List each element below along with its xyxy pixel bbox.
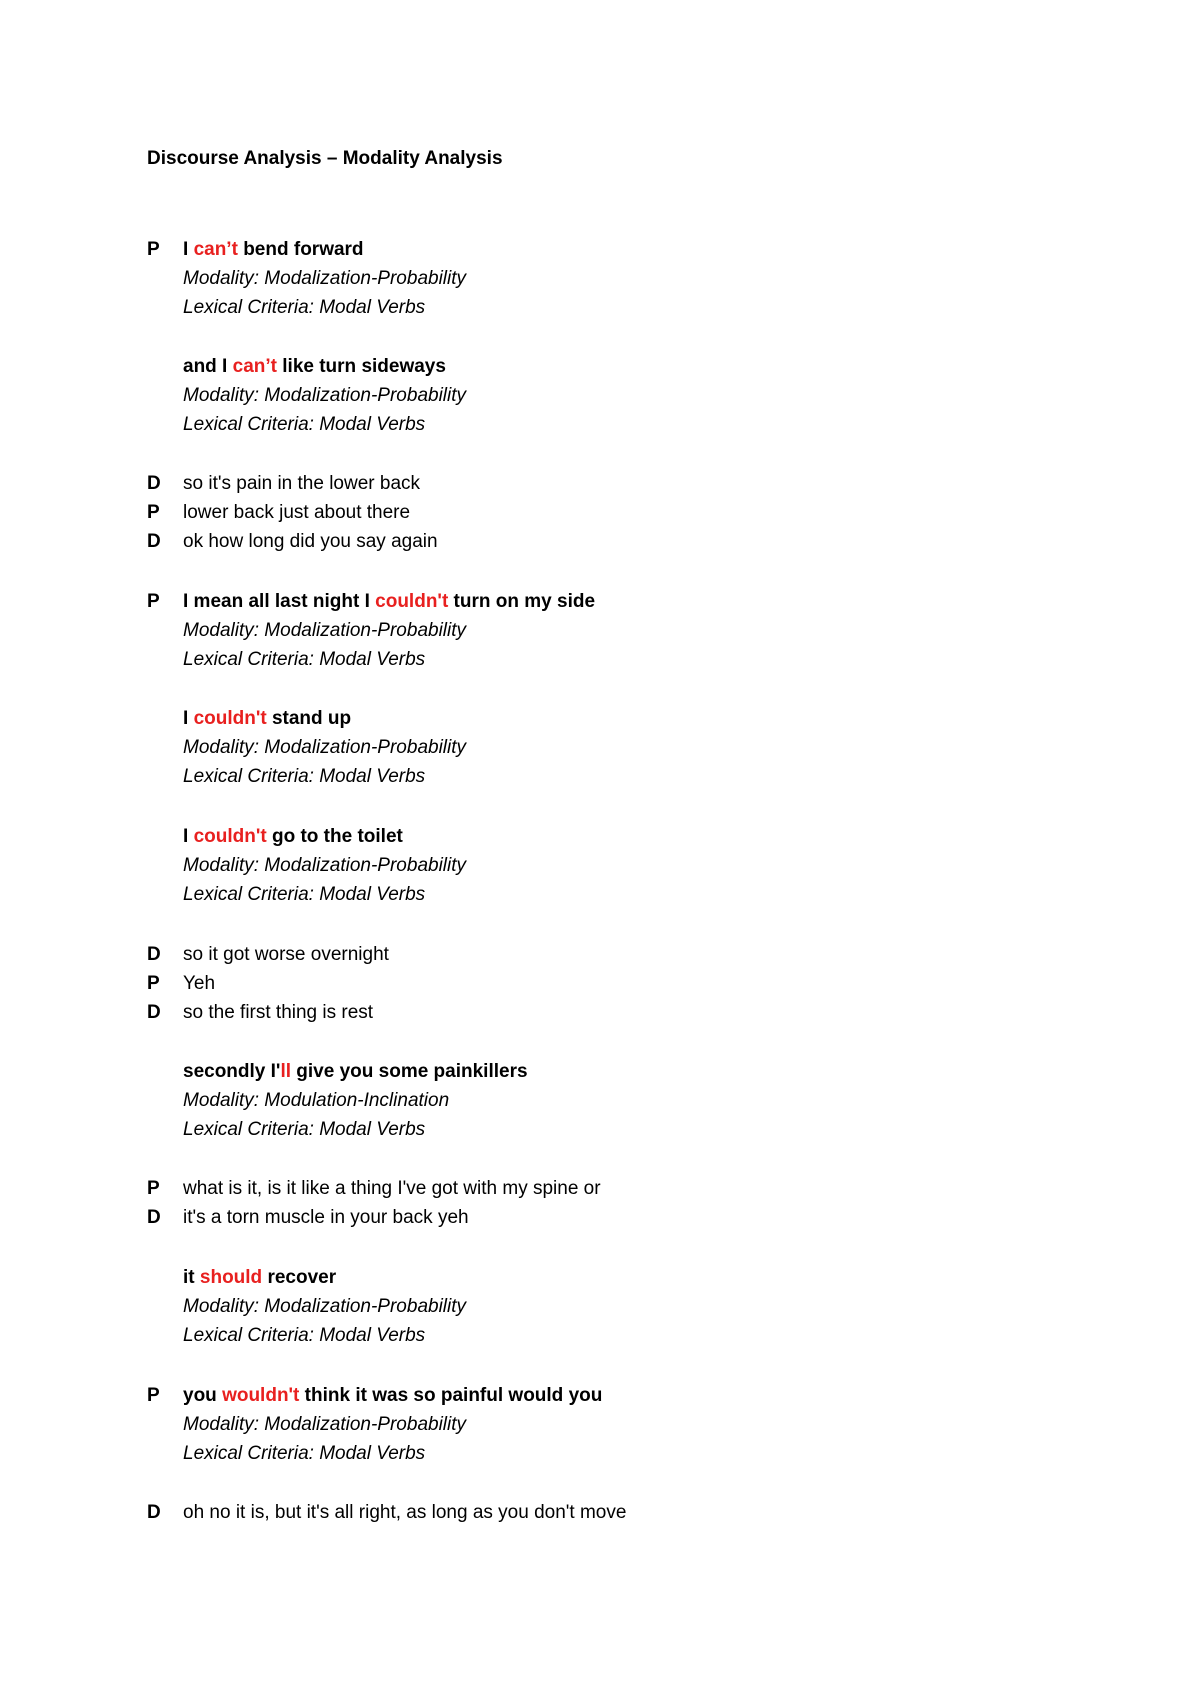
text-segment: Lexical Criteria: Modal Verbs xyxy=(183,414,426,435)
text-segment: and I xyxy=(183,356,233,377)
text-segment: give you some painkillers xyxy=(291,1061,528,1082)
text-segment: Yeh xyxy=(183,973,216,994)
text-segment: Lexical Criteria: Modal Verbs xyxy=(183,1119,426,1140)
text-segment: ok how long did you say again xyxy=(183,531,438,552)
line-text xyxy=(183,824,403,850)
speaker-label: D xyxy=(147,1002,161,1023)
line-text xyxy=(183,706,351,732)
text-segment: it's a torn muscle in your back yeh xyxy=(183,1207,469,1228)
text-segment: Lexical Criteria: Modal Verbs xyxy=(183,1443,426,1464)
text-segment: so the first thing is rest xyxy=(183,1002,374,1023)
speaker-label: P xyxy=(147,502,160,523)
modal-verb: couldn't xyxy=(193,708,267,729)
modal-verb: can’t xyxy=(232,356,277,377)
speaker-label: D xyxy=(147,531,161,552)
text-segment: Modality: Modalization-Probability xyxy=(183,855,467,876)
text-segment: Modality: Modalization-Probability xyxy=(183,1296,467,1317)
text-segment: I xyxy=(183,826,194,847)
text-segment: Lexical Criteria: Modal Verbs xyxy=(183,649,426,670)
speaker-label: D xyxy=(147,1502,161,1523)
line-text xyxy=(183,853,466,879)
line-text xyxy=(183,1088,449,1114)
line-text xyxy=(183,354,446,380)
line-text xyxy=(183,1294,466,1320)
line-text xyxy=(183,412,425,438)
text-segment: I xyxy=(183,239,194,260)
text-segment: Lexical Criteria: Modal Verbs xyxy=(183,1325,426,1346)
speaker-label: D xyxy=(147,473,161,494)
text-segment: what is it, is it like a thing I've got with my spine or xyxy=(183,1178,601,1199)
line-text xyxy=(183,589,595,615)
modal-verb: couldn't xyxy=(375,591,449,612)
text-segment: it xyxy=(183,1267,200,1288)
line-text xyxy=(183,295,425,321)
text-segment: Modality: Modalization-Probability xyxy=(183,1414,467,1435)
line-text xyxy=(183,500,410,526)
speaker-label: P xyxy=(147,1385,160,1406)
text-segment: stand up xyxy=(266,708,352,729)
text-segment: turn on my side xyxy=(448,591,596,612)
text-segment: secondly I' xyxy=(183,1061,281,1082)
line-text xyxy=(183,618,466,644)
line-text xyxy=(183,266,466,292)
line-text xyxy=(183,1412,466,1438)
text-segment: I xyxy=(183,708,194,729)
line-text xyxy=(183,1500,626,1526)
line-text xyxy=(183,529,438,555)
text-segment: recover xyxy=(262,1267,337,1288)
text-segment: I mean all last night I xyxy=(183,591,376,612)
text-segment: Lexical Criteria: Modal Verbs xyxy=(183,766,426,787)
line-text xyxy=(183,383,466,409)
line-text xyxy=(183,1176,601,1202)
speaker-label: D xyxy=(147,944,161,965)
line-text xyxy=(183,971,215,997)
text-segment: so it's pain in the lower back xyxy=(183,473,421,494)
speaker-label: D xyxy=(147,1207,161,1228)
line-text xyxy=(183,1323,425,1349)
line-text xyxy=(183,942,389,968)
speaker-label: P xyxy=(147,591,160,612)
text-segment: go to the toilet xyxy=(266,826,403,847)
line-text xyxy=(183,735,466,761)
line-text xyxy=(183,764,425,790)
text-segment: Modality: Modalization-Probability xyxy=(183,385,467,406)
line-text xyxy=(183,1265,336,1291)
text-segment: Modality: Modalization-Probability xyxy=(183,268,467,289)
modal-verb: wouldn't xyxy=(222,1385,300,1406)
modal-verb: ll xyxy=(280,1061,292,1082)
text-segment: think it was so painful would you xyxy=(299,1385,603,1406)
text-segment: lower back just about there xyxy=(183,502,411,523)
line-text xyxy=(183,237,364,263)
speaker-label: P xyxy=(147,1178,160,1199)
speaker-label: P xyxy=(147,239,160,260)
text-segment: Lexical Criteria: Modal Verbs xyxy=(183,297,426,318)
text-segment: Modality: Modalization-Probability xyxy=(183,620,467,641)
line-text xyxy=(183,471,420,497)
text-segment: Lexical Criteria: Modal Verbs xyxy=(183,884,426,905)
line-text xyxy=(183,647,425,673)
text-segment: bend forward xyxy=(237,239,364,260)
line-text xyxy=(183,882,425,908)
line-text xyxy=(183,1000,373,1026)
modal-verb: couldn't xyxy=(193,826,267,847)
line-text xyxy=(183,1117,425,1143)
text-segment: oh no it is, but it's all right, as long as you don't move xyxy=(183,1502,627,1523)
modal-verb: should xyxy=(199,1267,263,1288)
text-segment: like turn sideways xyxy=(276,356,446,377)
modal-verb: can’t xyxy=(193,239,238,260)
text-segment: you xyxy=(183,1385,223,1406)
text-segment: Modality: Modalization-Probability xyxy=(183,737,467,758)
line-text xyxy=(183,1441,425,1467)
document-title: Discourse Analysis – Modality Analysis xyxy=(147,148,503,169)
line-text xyxy=(183,1383,602,1409)
text-segment: so it got worse overnight xyxy=(183,944,389,965)
line-text xyxy=(183,1059,528,1085)
text-segment: Modality: Modulation-Inclination xyxy=(183,1090,450,1111)
line-text xyxy=(183,1205,469,1231)
speaker-label: P xyxy=(147,973,160,994)
